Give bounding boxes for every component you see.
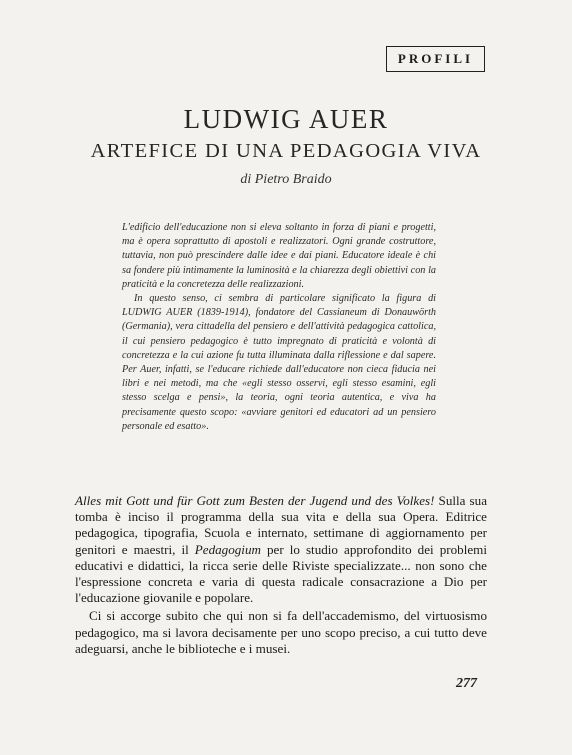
- body-paragraph: Ci si accorge subito che qui non si fa dell'accademismo, del virtuosismo pedagogico, ma si lavora decisamente per uno scopo preciso, a cui tutto deve adeguarsi, anche le biblioteche e i musei.: [75, 608, 487, 656]
- section-label: PROFILI: [386, 46, 485, 72]
- abstract-paragraph: L'edificio dell'educazione non si eleva soltanto in forza di piani e progetti, ma è opera soprattutto di apostoli e realizzatori. Ogni grande costruttore, tuttavia, non può prescindere dalle idee e dai piani. Educatore ideale è chi sa fondere più intimamente la luminosità e la chiarezza degli obiettivi con la praticità e la concretezza delle realizzazioni.: [122, 222, 436, 290]
- pedagogium-term: Pedagogium: [194, 541, 261, 557]
- body-paragraph: [75, 493, 487, 606]
- motto-text: Alles mit Gott und für Gott zum Besten der Jugend und des Volkes!: [75, 493, 435, 508]
- article-subtitle: ARTEFICE DI UNA PEDAGOGIA VIVA: [90, 140, 482, 162]
- article-body: [75, 493, 487, 657]
- page-number: 277: [456, 676, 477, 691]
- body-text-run: Sulla sua tomba è inciso il programma della sua vita e della sua Opera. Editrice pedagogica, tipografia, Scuola e internato, settimane di aggiornamento per genitori e maestri, il: [75, 493, 488, 557]
- abstract-paragraph: In questo senso, ci sembra di particolare significato la figura di LUDWIG AUER (1839-1914), fondatore del Cassianeum di Donauwörth (Germania), vera cittadella del pensiero e dell'attività pedagogica cattolica, il cui pensiero pedagogico è tutto impregnato di praticità e volontà di concretezza e la cui azione fu tutta illuminata dalla riflessione e dal sapere. Per Auer, infatti, se l'educare richiede dall'educatore non cieca fiducia nei libri e nei metodi, ma che «egli stesso osservi, egli stesso esamini, egli stesso scelga e pensi», la teoria, ogni teoria autentica, e viva ha precisamente questo scopo: «avviare genitori ed educatori ad un pensiero personale ed esatto».: [122, 293, 436, 432]
- article-byline: di Pietro Braido: [240, 172, 332, 187]
- article-abstract: [122, 221, 436, 434]
- body-text-run: per lo studio approfondito dei problemi educativi e didattici, la ricca serie delle Riviste specializzate... non sono che l'espressione concreta e varia di questa radicale consacrazione a Dio per l'educazione giovanile e popolare.: [75, 541, 487, 606]
- article-title: LUDWIG AUER: [183, 104, 389, 134]
